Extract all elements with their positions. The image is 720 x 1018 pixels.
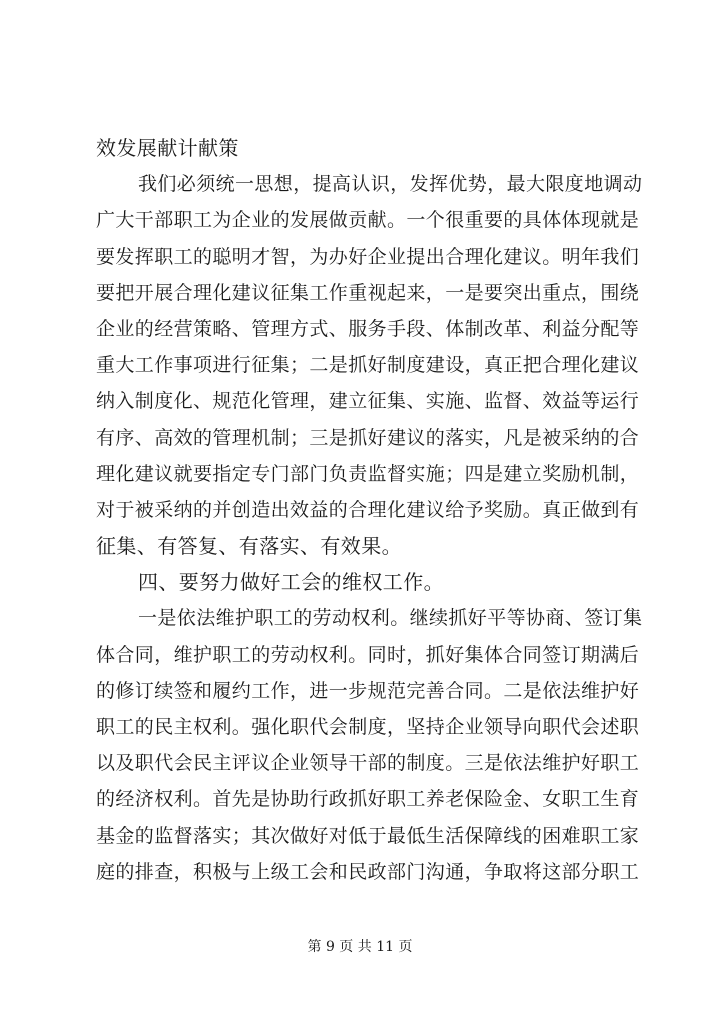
text-line: 四、要努力做好工会的维权工作。 [138,570,444,595]
body-text [96,130,641,890]
text-line: 要发挥职工的聪明才智，为办好企业提出合理化建议。明年我们 [96,245,640,268]
text-line: 广大干部职工为企业的发展做贡献。一个很重要的具体体现就是 [96,209,640,232]
text-line: 重大工作事项进行征集；二是抓好制度建设，真正把合理化建议 [96,354,640,377]
text-line: 我们必须统一思想，提高认识，发挥优势，最大限度地调动 [138,173,643,196]
text-line: 要把开展合理化建议征集工作重视起来，一是要突出重点，围绕 [96,281,640,304]
text-line: 对于被采纳的并创造出效益的合理化建议给予奖励。真正做到有 [96,498,640,521]
text-line: 的经济权利。首先是协助行政抓好职工养老保险金、女职工生育 [96,788,640,811]
text-line: 效发展献计献策 [96,136,239,160]
text-line: 体合同，维护职工的劳动权利。同时，抓好集体合同签订期满后 [96,643,640,666]
text-line: 基金的监督落实；其次做好对低于最低生活保障线的困难职工家 [96,824,640,847]
text-line: 有序、高效的管理机制；三是抓好建议的落实，凡是被采纳的合 [96,426,640,449]
text-line: 以及职代会民主评议企业领导干部的制度。三是依法维护好职工 [96,752,640,775]
text-line: 职工的民主权利。强化职代会制度，坚持企业领导向职代会述职 [96,716,640,738]
text-line: 一是依法维护职工的劳动权利。继续抓好平等协商、签订集 [138,607,643,630]
page-footer [0,936,720,956]
text-line: 企业的经营策略、管理方式、服务手段、体制改革、利益分配等 [96,317,640,340]
text-line: 征集、有答复、有落实、有效果。 [96,534,402,559]
text-line: 理化建议就要指定专门部门负责监督实施；四是建立奖励机制， [96,462,640,485]
text-line: 纳入制度化、规范化管理，建立征集、实施、监督、效益等运行 [96,390,640,413]
text-line: 的修订续签和履约工作，进一步规范完善合同。二是依法维护好 [96,679,640,702]
page-number: 第 9 页 共 11 页 [307,939,413,955]
text-line: 庭的排查，积极与上级工会和民政部门沟通，争取将这部分职工 [96,860,640,883]
